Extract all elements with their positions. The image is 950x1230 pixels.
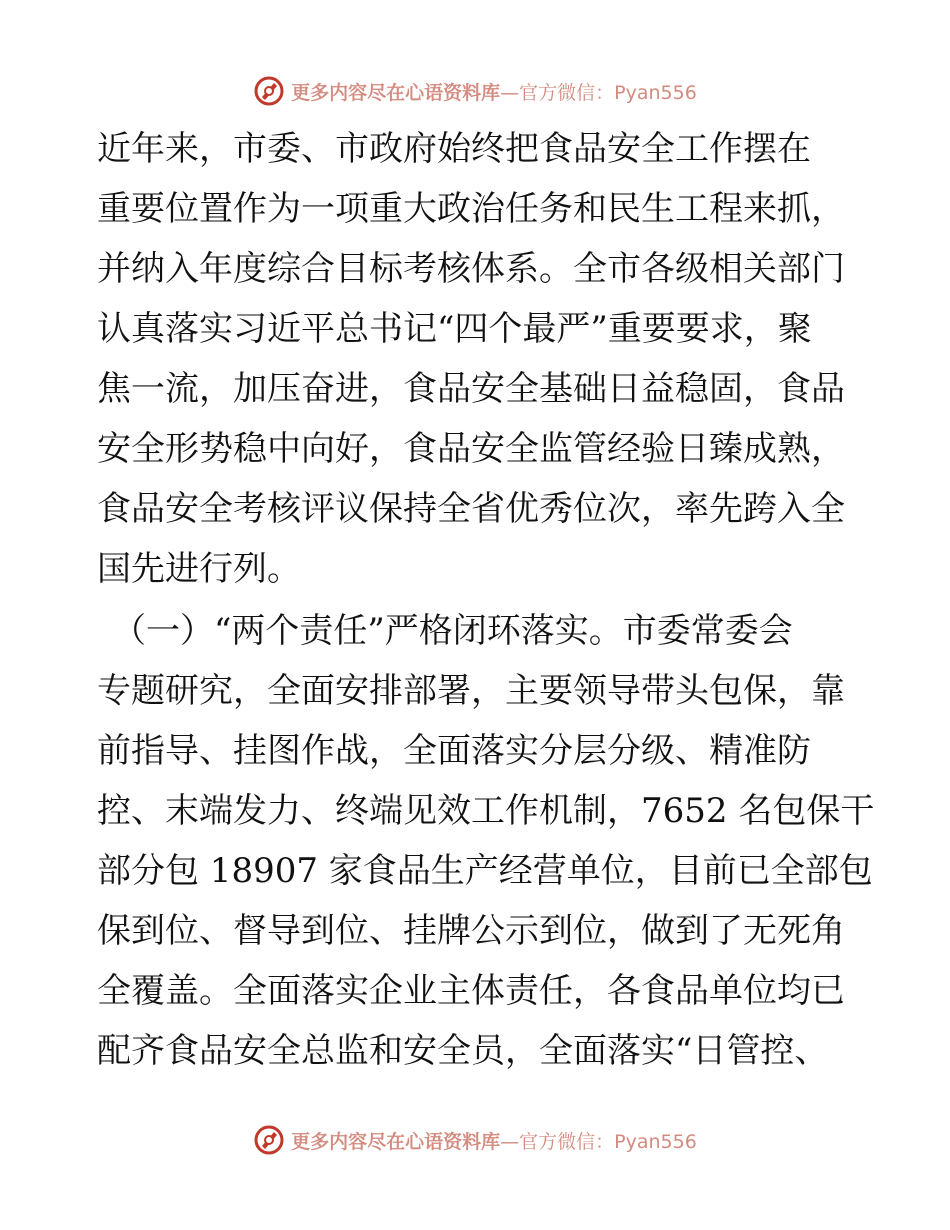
- paragraph2-line: 全覆盖。全面落实企业主体责任，各食品单位均已: [97, 971, 845, 1011]
- paragraph1-line: 焦一流，加压奋进，食品安全基础日益稳固，食品: [97, 369, 845, 409]
- paragraph2-line: 专题研究，全面安排部署，主要领导带头包保，靠: [97, 671, 845, 711]
- paragraph2-line: 前指导、挂图作战，全面落实分层分级、精准防: [97, 731, 811, 771]
- paragraph1-line: 国先进行列。: [97, 549, 301, 589]
- footer-wechat-text: —官方微信：Pyan556: [500, 1130, 697, 1153]
- paragraph2-line: 配齐食品安全总监和安全员，全面落实“日管控、: [97, 1031, 829, 1071]
- paragraph2-line: 部分包 18907 家食品生产经营单位，目前已全部包: [97, 851, 873, 891]
- paragraph1-line: 食品安全考核评议保持全省优秀位次，率先跨入全: [97, 489, 845, 529]
- paragraph2-line: （一）“两个责任”严格闭环落实。市委常委会: [112, 611, 793, 651]
- paragraph2-line: 保到位、督导到位、挂牌公示到位，做到了无死角: [97, 911, 845, 951]
- paragraph2-line: 控、末端发力、终端见效工作机制，7652 名包保干: [97, 791, 875, 831]
- footer-banner: [0, 1120, 950, 1160]
- header-banner: [0, 71, 950, 111]
- paragraph1-line: 近年来，市委、市政府始终把食品安全工作摆在: [97, 129, 811, 169]
- paragraph1-line: 重要位置作为一项重大政治任务和民生工程来抓，: [97, 189, 845, 229]
- paragraph1-line: 安全形势稳中向好，食品安全监管经验日臻成熟，: [97, 429, 845, 469]
- footer-site-text: 更多内容尽在心语资料库: [291, 1130, 501, 1153]
- logo-icon: [253, 75, 285, 107]
- header-site-text: 更多内容尽在心语资料库: [291, 81, 501, 104]
- header-wechat-text: —官方微信：Pyan556: [500, 81, 697, 104]
- paragraph1-line: 认真落实习近平总书记“四个最严”重要要求，聚: [97, 309, 812, 349]
- paragraph1-line: 并纳入年度综合目标考核体系。全市各级相关部门: [97, 249, 845, 289]
- logo-icon: [253, 1124, 285, 1156]
